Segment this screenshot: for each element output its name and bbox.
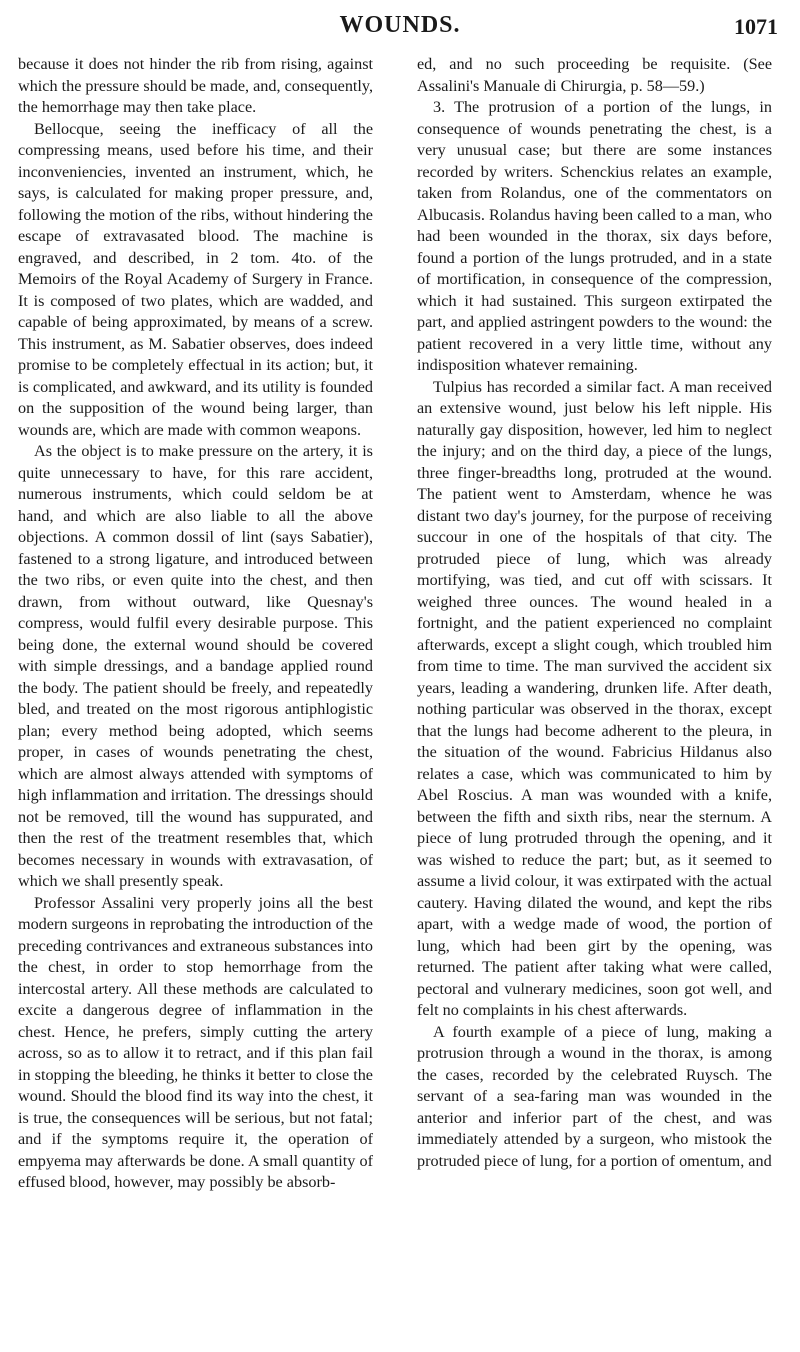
paragraph: A fourth example of a piece of lung, making a protrusion through a wound in the thorax, is among the cases, recorded by the celebrated Ruysch. The servant of a sea-faring man was wounded in the anterior and inferior part of the chest, and was immediately attended by a surgeon, who mistook the protruded piece of lung, for a portion of omentum, and — [417, 1022, 772, 1170]
running-title: WOUNDS. — [339, 12, 461, 38]
paragraph: 3. The protrusion of a portion of the lungs, in consequence of wounds penetrating the chest, is a very unusual case; but there are some instances recorded by writers. Schenckius relates an example, taken from Rolandus, one of the commentators on Albucasis. Rolandus having been called to a man, who had been wounded in the thorax, six days before, found a portion of the lungs protruded, and in a state of mortification, in consequence of the compression, which it had sustained. This surgeon extirpated the part, and applied astringent powders to the wound: the patient recovered in a very little time, without any indisposition whatever remaining. — [417, 98, 772, 374]
page-number: 1071 — [734, 14, 778, 39]
paragraph: Bellocque, seeing the inefficacy of all the compressing means, used before his time, and their inconveniencies, invented an instrument, which, he says, is calculated for making proper pressure, and, following the motion of the ribs, without hindering the escape of extravasated blood. The machine is engraved, and described, in 2 tom. 4to. of the Memoirs of the Royal Academy of Surgery in France. It is composed of two plates, which are wadded, and capable of being approximated, by means of a screw. This instrument, as M. Sabatier observes, does indeed promise to be completely effectual in its action; but, it is complicated, and awkward, and its utility is founded on the supposition of the wound being larger, than wounds are, which are made with common weapons. — [18, 119, 373, 439]
paragraph: because it does not hinder the rib from rising, against which the pressure should be made, and, consequently, the hemorrhage may then take place. — [18, 55, 373, 116]
paragraph: Professor Assalini very properly joins all the best modern surgeons in reprobating the introduction of the preceding contrivances and extraneous substances into the chest, in order to stop hemorrhage from the intercostal artery. All these methods are calculated to excite a dangerous degree of inflammation in the chest. Hence, he prefers, simply cutting the artery across, so as to allow it to retract, and if this plan fail in stopping the bleeding, he thinks it better to close the wound. Should the blood find its way into the chest, it is true, the consequences will be serious, but not fatal; and if the symptoms require it, the operation of empyema may afterwards be done. A small quantity of effused blood, however, may possibly be absorb- — [18, 893, 373, 1191]
right-column — [417, 54, 772, 1172]
paragraph: Tulpius has recorded a similar fact. A man received an extensive wound, just below his left nipple. His naturally gay disposition, however, led him to neglect the injury; and on the third day, a piece of the lungs, three finger-breadths long, protruded at the wound. The patient went to Amsterdam, whence he was distant two day's journey, for the purpose of receiving succour in one of the hospitals of that city. The protruded piece of lung, which was already mortifying, was tied, and cut off with scissars. It weighed three ounces. The wound healed in a fortnight, and the patient experienced no complaint afterwards, except a slight cough, which troubled him from time to time. The man survived the accident six years, leading a wandering, drunken life. After death, nothing particular was observed in the thorax, except that the lungs had become adherent to the pleura, in the situation of the wound. Fabricius Hildanus also relates a case, which was communicated to him by Abel Roscius. A man was wounded with a knife, between the fifth and sixth ribs, near the sternum. A piece of lung protruded through the opening, and it was wished to reduce the part; but, as it seemed to assume a livid colour, it was extirpated with the actual cautery. Having dilated the wound, and kept the ribs apart, with a wedge made of wood, the portion of lung, which had been girt by the opening, was returned. The patient after taking what were called, pectoral and vulnerary medicines, soon got well, and felt no complaints in his chest afterwards. — [417, 377, 772, 1019]
left-column — [18, 54, 373, 1194]
paragraph: As the object is to make pressure on the artery, it is quite unnecessary to have, for this rare accident, numerous instruments, which could seldom be at hand, and which are also liable to all the above objections. A common dossil of lint (says Sabatier), fastened to a strong ligature, and introduced between the two ribs, or even quite into the chest, and then drawn, from without outward, like Quesnay's compress, would fulfil every desirable purpose. This being done, the external wound should be covered with simple dressings, and a bandage applied round the body. The patient should be freely, and repeatedly bled, and treated on the most rigorous antiphlogistic plan; every method being adopted, which seems proper, in cases of wounds penetrating the chest, which are almost always attended with symptoms of high inflammation and irritation. The dressings should not be removed, till the wound has suppurated, and then the rest of the treatment resembles that, which becomes necessary in wounds with extravasation, of which we shall presently speak. — [18, 442, 373, 890]
running-head — [0, 10, 800, 46]
paragraph: ed, and no such proceeding be requisite. (See Assalini's Manuale di Chirurgia, p. 58—59.) — [417, 55, 772, 95]
